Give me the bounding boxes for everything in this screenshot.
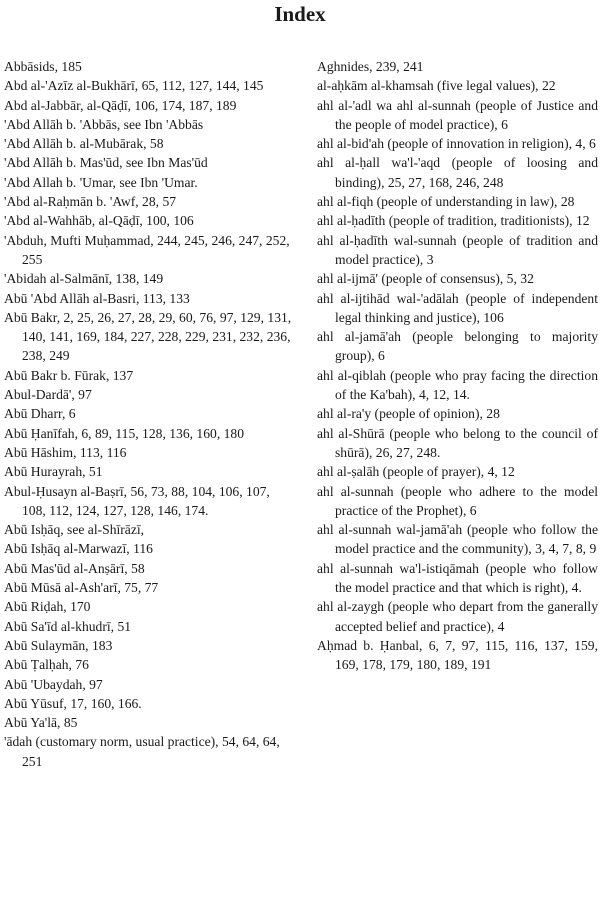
index-entry: Aghnides, 239, 241 bbox=[317, 59, 424, 74]
index-entry: ahl al-ra'y (people of opinion), 28 bbox=[317, 406, 500, 422]
index-entry: 'Abd Allāh b. al-Mubārak, 58 bbox=[4, 136, 164, 152]
index-entry: ahl al-ijmā' (people of consensus), 5, 32 bbox=[317, 271, 534, 287]
index-entry: Aḥmad b. Ḥanbal, 6, 7, 97, 115, 116, 137, 159, 169, 178, 179, 180, 189, 191 bbox=[317, 637, 598, 673]
index-entry: 'Abduh, Mufti Muḥammad, 244, 245, 246, 247, 252, 255 bbox=[4, 232, 290, 267]
index-entry: Abū Sulaymān, 183 bbox=[4, 637, 113, 653]
index-entry: ahl al-bid'ah (people of innovation in religion), 4, 6 bbox=[317, 136, 596, 152]
index-entry: ahl al-sunnah (people who adhere to the model practice of the Prophet), 6 bbox=[317, 483, 598, 518]
index-entry: ahl al-sunnah wal-jamā'ah (people who follow the model practice and the community), 3, 4, 7, 8, 9 bbox=[317, 522, 598, 557]
index-entry: ahl al-fiqh (people of understanding in law), 28 bbox=[317, 194, 575, 210]
index-entry: Abū Hāshim, 113, 116 bbox=[4, 444, 127, 460]
page-title: Index bbox=[274, 2, 326, 26]
index-entry: al-aḥkām al-khamsah (five legal values), 22 bbox=[317, 78, 556, 94]
index-entry: Abū Dharr, 6 bbox=[4, 406, 76, 422]
index-entry: ahl al-qiblah (people who pray facing the direction of the Ka'bah), 4, 12, 14. bbox=[317, 367, 598, 403]
index-entry: Abū Bakr b. Fūrak, 137 bbox=[4, 367, 134, 383]
index-column-left bbox=[4, 57, 294, 771]
index-entry: Abū Hurayrah, 51 bbox=[4, 464, 103, 480]
index-entry: 'Abd Allah b. 'Umar, see Ibn 'Umar. bbox=[4, 174, 198, 190]
index-entry: Abū 'Ubaydah, 97 bbox=[4, 676, 103, 692]
index-entry: Abd al-Jabbār, al-Qāḍī, 106, 174, 187, 189 bbox=[4, 97, 237, 113]
index-entry: ahl al-sunnah wa'l-istiqāmah (people who follow the model practice and that which is right), 4. bbox=[317, 560, 598, 596]
index-entry: ahl al-ḥadīth (people of tradition, traditionists), 12 bbox=[317, 213, 590, 229]
index-entry: Abū Ṭalḥah, 76 bbox=[4, 657, 89, 673]
index-entry: 'Abidah al-Salmānī, 138, 149 bbox=[4, 271, 164, 287]
index-entry: ahl al-Shūrā (people who belong to the council of shūrā), 26, 27, 248. bbox=[317, 425, 598, 460]
index-entry: Abū Mas'ūd al-Anṣārī, 58 bbox=[4, 560, 145, 576]
index-entry: ahl al-ṣalāh (people of prayer), 4, 12 bbox=[317, 464, 515, 480]
index-entry: ahl al-jamā'ah (people belonging to majority group), 6 bbox=[317, 329, 598, 364]
index-entry: 'Abd al-Wahhāb, al-Qāḍī, 100, 106 bbox=[4, 213, 194, 229]
index-entry: ahl al-ḥadīth wal-sunnah (people of tradition and model practice), 3 bbox=[317, 232, 598, 267]
index-entry: Abū 'Abd Allāh al-Basri, 113, 133 bbox=[4, 290, 190, 306]
index-entry: Abū Ya'lā, 85 bbox=[4, 715, 78, 731]
index-entry: Abū Yūsuf, 17, 160, 166. bbox=[4, 695, 142, 711]
index-entry: Abbāsids, 185 bbox=[4, 59, 82, 74]
index-entry: ahl al-zaygh (people who depart from the ganerally accepted belief and practice), 4 bbox=[317, 599, 598, 634]
index-entry: Abul-Dardā', 97 bbox=[4, 387, 92, 403]
index-entry: ahl al-'adl wa ahl al-sunnah (people of Justice and the people of model practice), 6 bbox=[317, 97, 598, 132]
index-entry: 'Abd al-Raḥmān b. 'Awf, 28, 57 bbox=[4, 194, 177, 210]
index-entry: 'Abd Allāh b. 'Abbās, see Ibn 'Abbās bbox=[4, 116, 204, 132]
index-entry: Abū Sa'īd al-khudrī, 51 bbox=[4, 618, 132, 634]
index-entry: Abū Isḥāq al-Marwazī, 116 bbox=[4, 541, 153, 557]
index-entry: 'Abd Allāh b. Mas'ūd, see Ibn Mas'ūd bbox=[4, 155, 208, 171]
index-entry: Abū Isḥāq, see al-Shīrāzī, bbox=[4, 522, 145, 538]
index-entry: Abū Riḍah, 170 bbox=[4, 599, 91, 615]
index-entry: Abū Bakr, 2, 25, 26, 27, 28, 29, 60, 76, 97, 129, 131, 140, 141, 169, 184, 227, 228, 229, 231, 232, 236, 238, 249 bbox=[4, 309, 292, 364]
index-entry: Abd al-'Azīz al-Bukhārī, 65, 112, 127, 144, 145 bbox=[4, 78, 264, 94]
index-entry: ahl al-ḥall wa'l-'aqd (people of loosing and binding), 25, 27, 168, 246, 248 bbox=[317, 155, 598, 190]
index-entry: ahl al-ijtihād wal-'adālah (people of independent legal thinking and justice), 106 bbox=[317, 290, 598, 325]
index-entry: 'ādah (customary norm, usual practice), 54, 64, 64, 251 bbox=[4, 734, 280, 769]
index-column-right bbox=[317, 57, 598, 675]
index-entry: Abū Ḥanīfah, 6, 89, 115, 128, 136, 160, 180 bbox=[4, 425, 245, 441]
index-entry: Abū Mūsā al-Ash'arī, 75, 77 bbox=[4, 580, 159, 596]
index-entry: Abul-Ḥusayn al-Baṣrī, 56, 73, 88, 104, 106, 107, 108, 112, 124, 127, 128, 146, 174. bbox=[4, 483, 270, 518]
